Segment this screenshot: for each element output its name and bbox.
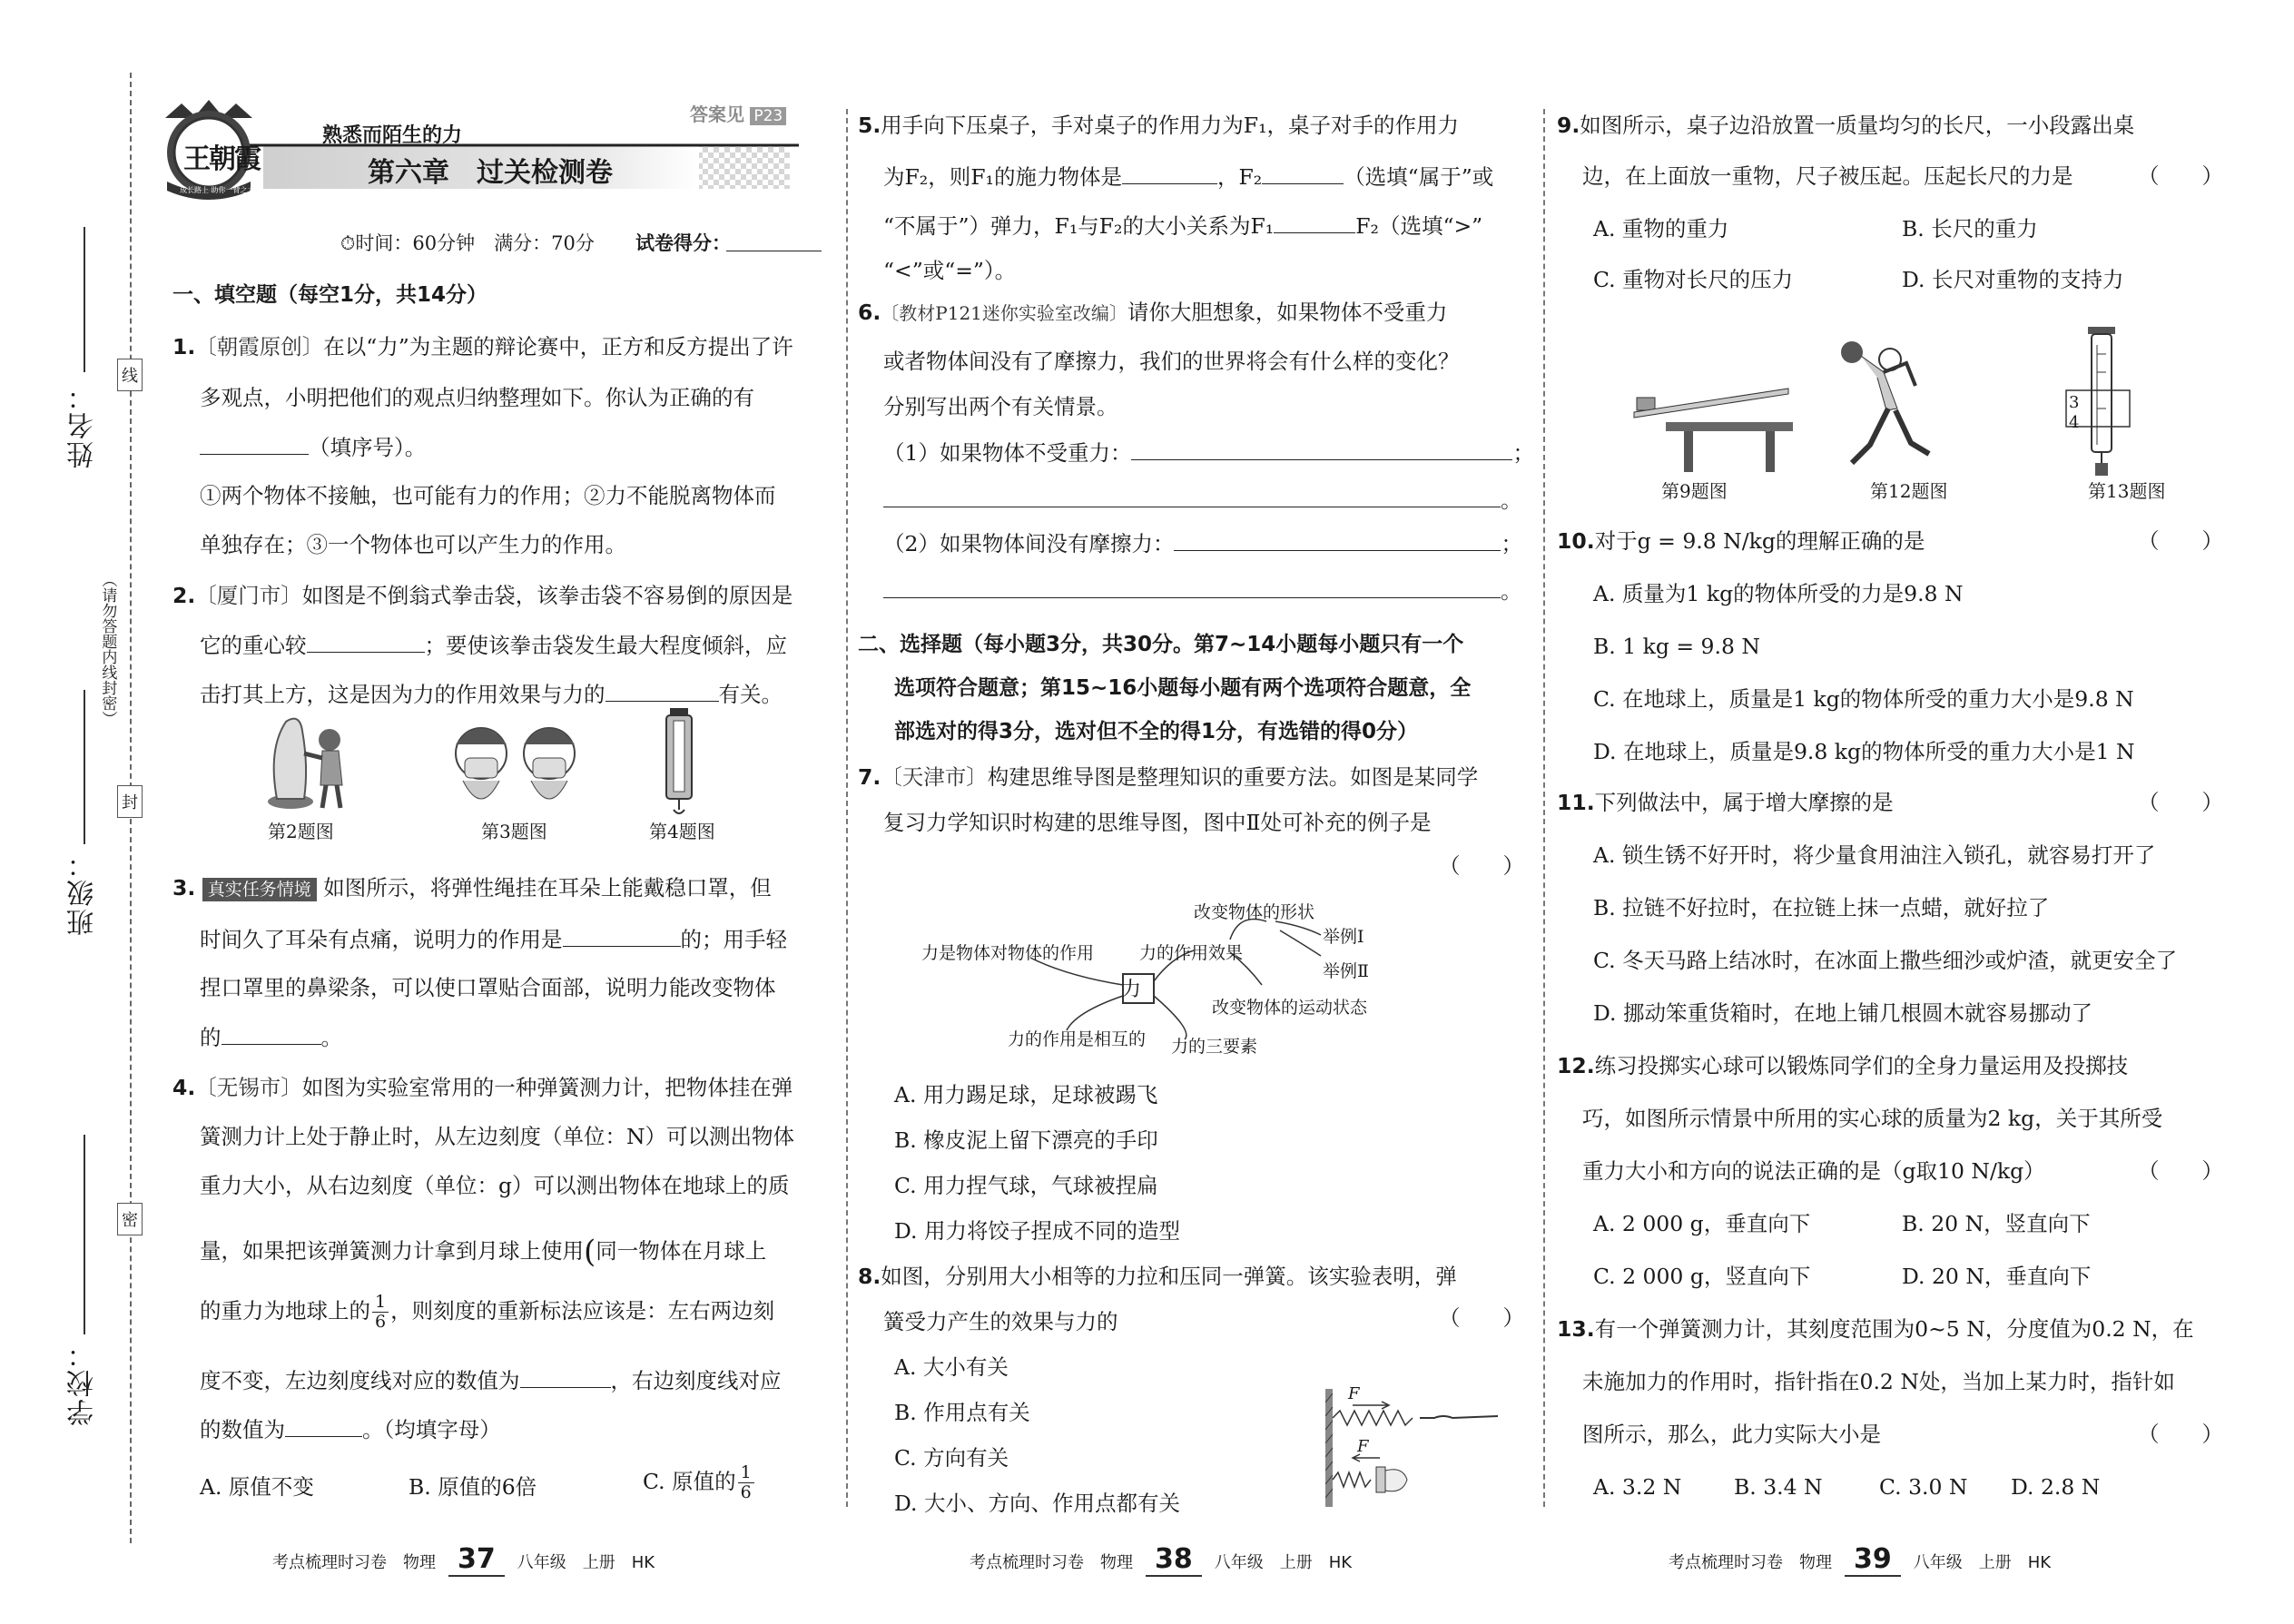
q5-line-2 — [883, 160, 1493, 194]
figure-12-caption: 第12题图 — [1870, 480, 1948, 502]
q7-option-a[interactable]: A. 用力踢足球，足球被踢飞 — [894, 1082, 1158, 1107]
logo-subtext: 成长路上 助你一臂之力 — [180, 186, 255, 194]
q5-text-2b: ，F₂ — [1216, 163, 1263, 190]
q13-answer-paren[interactable]: （ ） — [2138, 1422, 2223, 1447]
q8-line-1 — [858, 1260, 1457, 1294]
q12-option-c[interactable]: C. 2 000 g，竖直向下 — [1593, 1264, 1811, 1289]
mind-map-node-4: 举例Ⅰ — [1323, 927, 1364, 947]
q13-option-c[interactable]: C. 3.0 N — [1879, 1474, 1968, 1500]
footer-series-title: 考点梳理时习卷 物理 — [1669, 1553, 1832, 1572]
q4-bracket: ( — [584, 1234, 596, 1270]
q6-text-2: 或者物体间没有了摩擦力，我们的世界将会有什么样的变化？ — [883, 349, 1460, 374]
q13-text-3: 图所示，那么，此力实际大小是 — [1582, 1422, 1881, 1447]
q4-option-c[interactable] — [643, 1463, 756, 1502]
q12-option-a[interactable]: A. 2 000 g，垂直向下 — [1593, 1211, 1811, 1236]
q4-option-c-numerator: 1 — [738, 1463, 754, 1483]
gauge-mark-3: 3 — [2069, 393, 2080, 412]
q9-number: 9. — [1557, 113, 1580, 138]
q5-text-1: 用手向下压桌子，手对桌子的作用力为F₁，桌子对手的作用力 — [881, 113, 1460, 138]
q4-option-c-denominator: 6 — [740, 1481, 752, 1502]
q6-answer-2a[interactable] — [1174, 527, 1501, 551]
gauge-mark-4: 4 — [2069, 413, 2080, 432]
margin-note: （请勿答题内线封密） — [98, 572, 117, 726]
q1-text-1: 在以“力”为主题的辩论赛中，正方和反方提出了许 — [323, 334, 793, 359]
q4-text-4a: 量，如果把该弹簧测力计拿到月球上使用 — [200, 1238, 584, 1264]
q7-option-d[interactable]: D. 用力将饺子捏成不同的造型 — [894, 1218, 1180, 1244]
q9-option-b[interactable]: B. 长尺的重力 — [1902, 216, 2038, 241]
q6-sub-1b — [883, 483, 1522, 517]
q8-option-b[interactable]: B. 作用点有关 — [894, 1400, 1030, 1425]
q7-line-1 — [858, 761, 1478, 795]
q1-text-5: 单独存在；③一个物体也可以产生力的作用。 — [200, 532, 626, 557]
footer-grade: 八年级 上册 HK — [1913, 1553, 2052, 1572]
q6-sub-2 — [883, 527, 1522, 561]
mind-map-node-1: 力是物体对物体的作用 — [921, 943, 1095, 963]
q6-semicolon-2: ； — [1501, 530, 1522, 556]
q5-text-3a: “不属于”）弹力，F₁与F₂的大小关系为F₁ — [883, 212, 1275, 239]
q13-option-b[interactable]: B. 3.4 N — [1734, 1474, 1823, 1500]
q2-line-3 — [200, 677, 783, 712]
seal-seal-char: 封 — [117, 785, 143, 818]
answer-ref-label: 答案见 — [690, 103, 744, 125]
q10-answer-paren[interactable]: （ ） — [2138, 528, 2223, 554]
mind-map-node-5: 举例Ⅱ — [1323, 961, 1369, 981]
answer-page-badge: P23 — [750, 107, 786, 125]
q6-answer-1b[interactable] — [883, 483, 1501, 507]
chapter-subtitle: 熟悉而陌生的力 — [322, 123, 463, 147]
q10-option-c[interactable]: C. 在地球上，质量是1 kg的物体所受的重力大小是9.8 N — [1593, 686, 2134, 712]
q11-option-a[interactable]: A. 锁生锈不好开时，将少量食用油注入锁孔，就容易打开了 — [1593, 842, 2156, 868]
q9-text-1: 如图所示，桌子边沿放置一质量均匀的长尺，一小段露出桌 — [1580, 113, 2135, 138]
school-field[interactable] — [84, 1135, 85, 1334]
q3-text-3: 捏口罩里的鼻梁条，可以使口罩贴合面部，说明力能改变物体 — [200, 975, 776, 1000]
q5-text-4: “<”或“=”）。 — [883, 258, 1017, 283]
q6-sub-2b — [883, 574, 1522, 608]
q8-answer-paren[interactable]: （ ） — [1439, 1305, 1524, 1331]
q12-line-1 — [1557, 1049, 2128, 1084]
footer-series-title: 考点梳理时习卷 物理 — [272, 1553, 436, 1572]
column-divider-2 — [1543, 109, 1545, 1507]
q4-number: 4. — [172, 1075, 196, 1100]
q8-text-1: 如图，分别用大小相等的力拉和压同一弹簧。该实验表明，弹 — [881, 1264, 1457, 1289]
q13-text-1: 有一个弹簧测力计，其刻度范围为0~5 N，分度值为0.2 N，在 — [1594, 1316, 2194, 1342]
force-label-push: F — [1357, 1437, 1369, 1456]
q6-period-2: 。 — [1501, 577, 1522, 604]
q7-option-b[interactable]: B. 橡皮泥上留下漂亮的手印 — [894, 1127, 1158, 1153]
q1-text-2: 多观点，小明把他们的观点归纳整理如下。你认为正确的有 — [200, 385, 754, 410]
q3-number: 3. — [172, 875, 196, 901]
footer-series-title: 考点梳理时习卷 物理 — [970, 1553, 1133, 1572]
q4-option-c-fraction — [738, 1463, 754, 1502]
class-label: 班级： — [67, 849, 99, 936]
q4-line-1 — [172, 1071, 793, 1106]
q10-line-1 — [1557, 525, 1925, 559]
binding-margin — [0, 0, 159, 1624]
section-fill-blank-heading: 一、填空题（每空1分，共14分） — [172, 283, 488, 307]
q2-text-3b: 有关。 — [718, 681, 783, 707]
q8-option-c[interactable]: C. 方向有关 — [894, 1445, 1009, 1471]
q3-line-4 — [200, 1020, 342, 1055]
q4-blank-1[interactable] — [520, 1363, 611, 1388]
q4-text-6b: ，右边刻度线对应 — [610, 1367, 782, 1393]
q8-option-a[interactable]: A. 大小有关 — [894, 1354, 1009, 1380]
q5-blank-3[interactable] — [1274, 209, 1355, 233]
q9-option-c[interactable]: C. 重物对长尺的压力 — [1593, 267, 1794, 292]
class-field[interactable] — [84, 690, 85, 844]
q1-answer-blank[interactable] — [200, 430, 309, 455]
q13-text-2: 未施加力的作用时，指针指在0.2 N处，当加上某力时，指针如 — [1582, 1369, 2175, 1394]
q4-line-5 — [200, 1293, 774, 1332]
q10-text-1: 对于g = 9.8 N/kg的理解正确的是 — [1594, 528, 1925, 554]
q6-line-1 — [858, 296, 1447, 330]
q8-option-d[interactable]: D. 大小、方向、作用点都有关 — [894, 1491, 1180, 1516]
school-label: 学校： — [67, 1339, 99, 1426]
figure-9-caption: 第9题图 — [1661, 480, 1728, 502]
force-label-pull: F — [1348, 1384, 1360, 1403]
q13-option-a[interactable]: A. 3.2 N — [1593, 1474, 1682, 1500]
q7-option-c[interactable]: C. 用力捏气球，气球被捏扁 — [894, 1173, 1158, 1198]
q2-blank-1[interactable] — [307, 628, 425, 653]
q5-line-1 — [858, 109, 1459, 143]
q6-number: 6. — [858, 300, 881, 325]
q5-number: 5. — [858, 113, 881, 138]
q3-text-2b: 的；用手轻 — [680, 926, 787, 952]
q4-text-5a: 的重力为地球上的 — [200, 1297, 370, 1324]
q3-line-1 — [172, 871, 772, 906]
figure-4-caption: 第4题图 — [649, 821, 715, 842]
q2-text-2a: 它的重心较 — [200, 632, 307, 658]
q3-text-4a: 的 — [200, 1024, 222, 1050]
q12-option-d[interactable]: D. 20 N，垂直向下 — [1902, 1264, 2092, 1289]
q12-text-1: 练习投掷实心球可以锻炼同学们的全身力量运用及投掷技 — [1594, 1053, 2129, 1078]
page-footer-37 — [272, 1543, 655, 1577]
q4-option-a[interactable]: A. 原值不变 — [200, 1474, 314, 1500]
spring-scale-figure — [661, 708, 697, 817]
column-divider-1 — [846, 109, 848, 1507]
q7-text-1: 构建思维导图是整理知识的重要方法。如图是某同学 — [987, 764, 1479, 790]
q3-blank-1[interactable] — [563, 922, 681, 947]
q4-option-c-text: C. 原值的 — [643, 1468, 736, 1494]
q4-fraction-denominator: 6 — [375, 1311, 387, 1332]
footer-grade: 八年级 上册 HK — [1214, 1553, 1353, 1572]
q4-fraction-numerator: 1 — [372, 1293, 389, 1313]
q7-source-tag: 〔天津市〕 — [881, 764, 988, 790]
q3-line-2 — [200, 922, 787, 957]
q4-text-1: 如图为实验室常用的一种弹簧测力计，把物体挂在弹 — [301, 1075, 793, 1100]
q6-period-1: 。 — [1501, 487, 1522, 513]
q9-answer-paren[interactable]: （ ） — [2138, 163, 2223, 189]
q11-option-c[interactable]: C. 冬天马路上结冰时，在冰面上撒些细沙或炉渣，就更安全了 — [1593, 948, 2178, 973]
mind-map-center: 力 — [1121, 979, 1142, 1001]
q10-option-b[interactable]: B. 1 kg = 9.8 N — [1593, 634, 1760, 659]
q6-semicolon-1: ； — [1512, 439, 1534, 466]
q1-number: 1. — [172, 334, 196, 359]
q5-blank-1[interactable] — [1122, 160, 1217, 184]
page-number: 38 — [1146, 1543, 1202, 1577]
mind-map-node-2: 力的作用效果 — [1139, 943, 1244, 963]
q5-line-3 — [883, 209, 1482, 243]
section-choice-heading-2: 选项符合题意；第15~16小题每小题有两个选项符合题意，全 — [894, 676, 1472, 700]
q5-blank-2[interactable] — [1262, 160, 1344, 184]
section-choice-heading-1: 二、选择题（每小题3分，共30分。第7~14小题每小题只有一个 — [858, 633, 1464, 656]
q13-line-1 — [1557, 1313, 2194, 1347]
q5-text-3b: F₂（选填“>” — [1355, 212, 1483, 239]
q12-answer-paren[interactable]: （ ） — [2138, 1158, 2223, 1184]
q4-text-7b: 。（均填字母） — [362, 1416, 501, 1442]
q9-option-a[interactable]: A. 重物的重力 — [1593, 216, 1729, 241]
page-title: 第六章 过关检测卷 — [368, 157, 613, 189]
face-mask-figure — [445, 717, 590, 817]
figure-2-caption: 第2题图 — [268, 821, 334, 842]
q1-text-4: ①两个物体不接触，也可能有力的作用；②力不能脱离物体而 — [200, 483, 776, 508]
footer-grade: 八年级 上册 HK — [517, 1553, 655, 1572]
q8-text-2: 簧受力产生的效果与力的 — [883, 1309, 1118, 1334]
name-field[interactable] — [84, 227, 85, 372]
q12-text-2: 巧，如图所示情景中所用的实心球的质量为2 kg，关于其所受 — [1582, 1106, 2163, 1131]
q11-line-1 — [1557, 786, 1894, 821]
seal-secret-char: 密 — [117, 1203, 143, 1235]
page-footer-39 — [1669, 1543, 2051, 1577]
q6-sub-1-label: （1）如果物体不受重力： — [883, 439, 1132, 466]
q12-option-b[interactable]: B. 20 N，竖直向下 — [1902, 1211, 2091, 1236]
q4-source-tag: 〔无锡市〕 — [195, 1075, 302, 1100]
q5-text-2a: 为F₂，则F₁的施力物体是 — [883, 163, 1122, 190]
q10-number: 10. — [1557, 528, 1595, 554]
q1-line-1 — [172, 330, 793, 365]
q11-option-b[interactable]: B. 拉链不好拉时，在拉链上抹一点蜡，就好拉了 — [1593, 895, 2050, 920]
q2-line-1 — [172, 579, 793, 614]
q9-option-d[interactable]: D. 长尺对重物的支持力 — [1902, 267, 2124, 292]
logo-text: 王朝霞 — [183, 143, 260, 175]
q12-text-3: 重力大小和方向的说法正确的是（g取10 N/kg） — [1582, 1158, 2045, 1184]
q2-source-tag: 〔厦门市〕 — [195, 583, 302, 608]
q7-text-2: 复习力学知识时构建的思维导图，图中Ⅱ处可补充的例子是 — [883, 810, 1432, 835]
q10-option-d[interactable]: D. 在地球上，质量是9.8 kg的物体所受的重力大小是1 N — [1593, 739, 2135, 764]
page-number: 37 — [448, 1543, 505, 1577]
q3-text-4b: 。 — [320, 1024, 342, 1050]
q5-text-2c: （选填“属于”或 — [1344, 163, 1494, 190]
q4-text-6a: 度不变，左边刻度线对应的数值为 — [200, 1367, 520, 1393]
figure-13-caption: 第13题图 — [2088, 480, 2166, 502]
q2-text-2b: ；要使该拳击袋发生最大程度倾斜，应 — [424, 632, 787, 658]
name-label: 姓名： — [67, 381, 99, 468]
exam-time-info: ⏱时间：60分钟 满分：70分 — [340, 232, 595, 254]
q10-option-a[interactable]: A. 质量为1 kg的物体所受的力是9.8 N — [1593, 581, 1964, 606]
q1-text-3: （填序号）。 — [309, 434, 427, 460]
q11-number: 11. — [1557, 790, 1595, 815]
score-label: 试卷得分： — [635, 232, 731, 254]
q4-blank-2[interactable] — [285, 1412, 362, 1437]
q13-option-d[interactable]: D. 2.8 N — [2011, 1474, 2101, 1500]
q4-text-4b: 同一物体在月球上 — [596, 1238, 767, 1264]
q3-text-1: 如图所示，将弹性绳挂在耳朵上能戴稳口罩，但 — [323, 875, 772, 901]
q8-number: 8. — [858, 1264, 881, 1289]
q11-answer-paren[interactable]: （ ） — [2138, 790, 2223, 815]
seal-line-char: 线 — [117, 359, 143, 391]
q3-context-badge: 真实任务情境 — [202, 878, 317, 901]
q2-text-3a: 击打其上方，这是因为力的作用效果与力的 — [200, 681, 605, 707]
q1-source-tag: 〔朝霞原创〕 — [195, 334, 324, 359]
q4-text-3: 重力大小，从右边刻度（单位：g）可以测出物体在地球上的质 — [200, 1173, 790, 1198]
ruler-table-figure — [1629, 381, 1793, 472]
q7-number: 7. — [858, 764, 881, 790]
q6-text-1: 请你大胆想象，如果物体不受重力 — [1127, 300, 1448, 325]
q11-text-1: 下列做法中，属于增大摩擦的是 — [1594, 790, 1894, 815]
page-footer-38 — [970, 1543, 1352, 1577]
mind-map-node-8: 力的三要素 — [1171, 1037, 1258, 1057]
page-number: 39 — [1845, 1543, 1901, 1577]
q2-blank-2[interactable] — [605, 677, 719, 702]
figure-3-caption: 第3题图 — [481, 821, 547, 842]
q11-option-d[interactable]: D. 挪动笨重货箱时，在地上铺几根圆木就容易挪动了 — [1593, 1000, 2092, 1026]
q4-line-7 — [200, 1412, 501, 1447]
q4-text-7a: 的数值为 — [200, 1416, 285, 1442]
mind-map-node-7: 力的作用是相互的 — [1008, 1029, 1147, 1049]
q4-line-6 — [200, 1363, 782, 1398]
q6-sub-1 — [883, 436, 1534, 470]
mind-map-node-6: 改变物体的运动状态 — [1212, 998, 1368, 1018]
q2-line-2 — [200, 628, 787, 663]
q6-sub-2-label: （2）如果物体间没有摩擦力： — [883, 530, 1175, 556]
q3-text-2a: 时间久了耳朵有点痛，说明力的作用是 — [200, 926, 563, 952]
boxing-bag-figure — [259, 713, 359, 812]
q6-text-3: 分别写出两个有关情景。 — [883, 394, 1118, 419]
q12-number: 12. — [1557, 1053, 1595, 1078]
q4-text-5b: ，则刻度的重新标法应该是：左右两边刻 — [390, 1297, 775, 1324]
q13-number: 13. — [1557, 1316, 1595, 1342]
q6-source-tag: 〔教材P121迷你实验室改编〕 — [881, 302, 1127, 324]
q4-line-4 — [200, 1227, 766, 1276]
q4-option-b[interactable]: B. 原值的6倍 — [409, 1474, 537, 1500]
ball-throw-figure — [1834, 336, 1943, 472]
q1-line-3 — [200, 430, 426, 465]
q9-text-2: 边，在上面放一重物，尺子被压起。压起长尺的力是 — [1582, 163, 2073, 189]
q6-answer-1a[interactable] — [1131, 436, 1512, 460]
q2-number: 2. — [172, 583, 196, 608]
q4-fraction — [372, 1293, 389, 1332]
answer-reference — [690, 100, 786, 126]
q9-line-1 — [1557, 109, 2134, 143]
q3-blank-2[interactable] — [222, 1020, 321, 1045]
q7-answer-paren[interactable]: （ ） — [1439, 853, 1524, 879]
mind-map-node-3: 改变物体的形状 — [1194, 902, 1315, 922]
q4-text-2: 簧测力计上处于静止时，从左边刻度（单位：N）可以测出物体 — [200, 1124, 795, 1149]
q6-answer-2b[interactable] — [883, 574, 1501, 598]
section-choice-heading-3: 部选对的得3分，选对但不全的得1分，有选错的得0分） — [894, 720, 1419, 743]
q2-text-1: 如图是不倒翁式拳击袋，该拳击袋不容易倒的原因是 — [301, 583, 793, 608]
